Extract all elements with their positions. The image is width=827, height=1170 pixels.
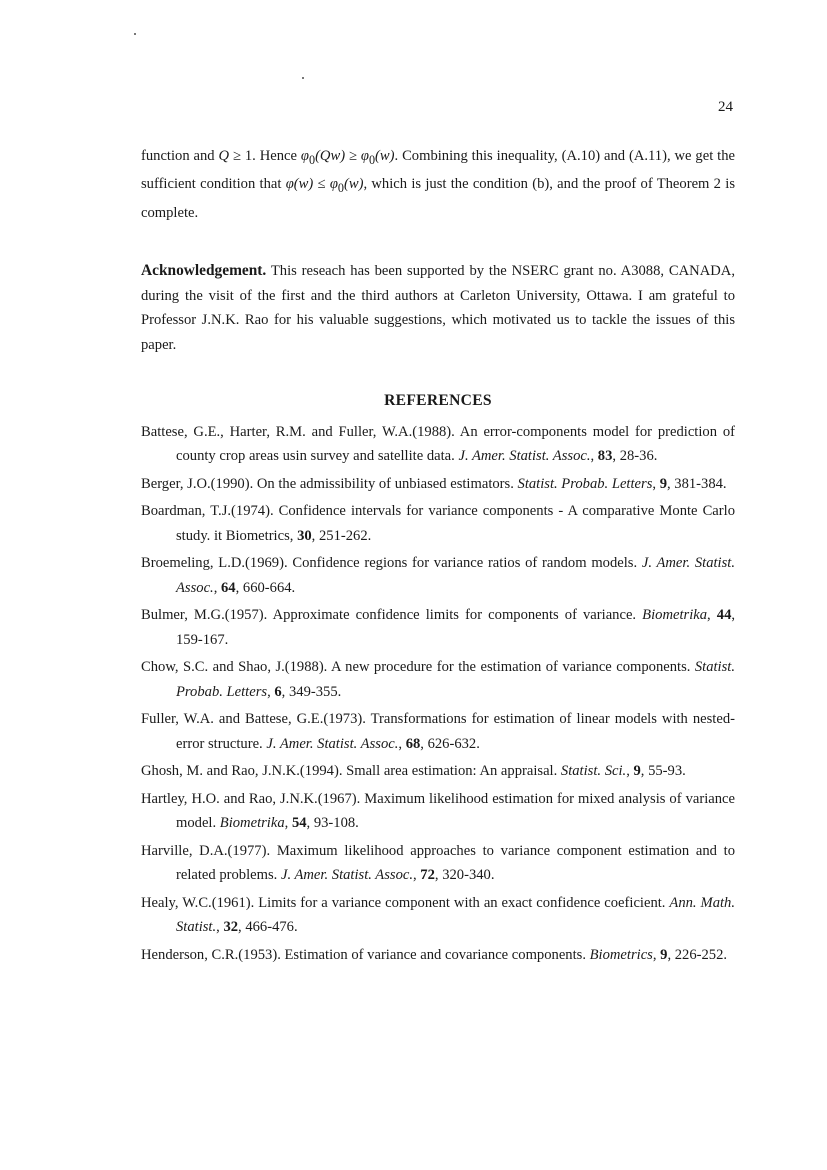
reference-entry — [141, 839, 735, 888]
math-arg: (w) — [375, 148, 395, 164]
reference-journal: J. Amer. Statist. Assoc. — [176, 555, 735, 596]
reference-authors-title: Boardman, T.J.(1974). Confidence intervals for variance components - A comparative Monte Carlo study. it Biometrics, — [141, 503, 735, 544]
reference-entry — [141, 787, 735, 836]
text-run: ≥ — [345, 148, 361, 164]
acknowledgement-heading: Acknowledgement. — [141, 262, 267, 280]
reference-pages: , 251-262. — [311, 527, 372, 544]
reference-list — [141, 420, 735, 968]
page-number: 24 — [718, 99, 733, 115]
reference-separator: , — [707, 607, 717, 624]
reference-entry — [141, 707, 735, 756]
reference-authors-title: Ghosh, M. and Rao, J.N.K.(1994). Small area estimation: An appraisal. — [141, 763, 561, 780]
reference-authors-title: Chow, S.C. and Shao, J.(1988). A new procedure for the estimation of variance components. — [141, 659, 695, 676]
math-arg: (Qw) — [315, 148, 346, 164]
reference-volume: 72 — [420, 867, 435, 884]
text-run: ≥ 1. Hence — [229, 148, 301, 164]
reference-separator: , — [213, 579, 221, 596]
reference-separator: , — [652, 946, 661, 963]
reference-volume: 64 — [221, 579, 236, 596]
reference-journal: Biometrika — [642, 607, 708, 624]
scan-speck — [302, 77, 304, 79]
reference-volume: 30 — [297, 527, 312, 544]
reference-pages: , 159-167. — [176, 607, 736, 648]
reference-authors-title: Healy, W.C.(1961). Limits for a variance component with an exact confidence coeficient. — [141, 894, 670, 911]
references-heading: REFERENCES — [384, 392, 492, 410]
reference-authors-title: Henderson, C.R.(1953). Estimation of variance and covariance components. — [141, 946, 590, 963]
reference-pages: , 381-384. — [666, 475, 727, 492]
reference-entry — [141, 420, 735, 469]
math-phi: φ — [329, 176, 338, 193]
reference-volume: 9 — [659, 475, 667, 492]
intro-paragraph — [141, 144, 735, 225]
math-subscript: 0 — [308, 152, 316, 167]
reference-separator: , — [284, 815, 292, 832]
reference-separator: , — [590, 448, 598, 465]
reference-authors-title: Berger, J.O.(1990). On the admissibility of unbiased estimators. — [141, 475, 518, 492]
reference-journal: Biometrics — [589, 946, 653, 963]
reference-volume: 32 — [223, 919, 239, 936]
math-arg: (w) — [343, 176, 364, 193]
reference-entry — [141, 759, 735, 784]
reference-volume: 68 — [405, 735, 421, 752]
text-run: . Combining this inequality, (A.10) and (A.11), we get the sufficient condition that — [141, 148, 735, 193]
reference-entry — [141, 603, 735, 652]
reference-journal: J. Amer. Statist. Assoc. — [458, 448, 591, 465]
reference-entry — [141, 551, 735, 600]
reference-journal: Biometrika — [219, 815, 285, 832]
reference-entry — [141, 655, 735, 704]
math-phi: φ — [360, 148, 369, 164]
text-run: ≤ — [313, 176, 330, 193]
reference-authors-title: Battese, G.E., Harter, R.M. and Fuller, W.A.(1988). An error-components model for prediction of county crop areas usin survey and satellite data. — [141, 423, 735, 465]
reference-journal: Statist. Probab. Letters — [176, 659, 735, 700]
reference-journal: Statist. Probab. Letters — [517, 475, 653, 492]
reference-separator: , — [398, 735, 406, 752]
reference-entry — [141, 499, 735, 548]
reference-separator: , — [413, 867, 421, 884]
reference-separator: , — [626, 763, 634, 780]
reference-pages: , 226-252. — [667, 946, 728, 963]
reference-separator: , — [216, 919, 224, 936]
reference-volume: 54 — [291, 815, 307, 832]
reference-pages: , 349-355. — [281, 683, 342, 700]
math-q: Q — [218, 148, 230, 164]
reference-pages: , 28-36. — [612, 448, 658, 465]
page-body — [141, 144, 735, 970]
reference-volume: 6 — [274, 683, 282, 700]
reference-volume: 44 — [716, 607, 732, 624]
math-phi: φ — [300, 148, 309, 164]
acknowledgement-text: This reseach has been supported by the NSERC grant no. A3088, CANADA, during the visit of the first and the third authors at Carleton University, Ottawa. I am grateful to Professor J.N.K. Rao for his valuable suggestions, which motivated us to tackle the issues of this paper. — [141, 263, 735, 353]
reference-entry — [141, 943, 735, 968]
reference-entry — [141, 891, 735, 940]
reference-pages: , 55-93. — [640, 763, 686, 780]
math-subscript: 0 — [368, 152, 376, 167]
reference-journal: Ann. Math. Statist. — [176, 894, 735, 936]
reference-journal: J. Amer. Statist. Assoc. — [266, 735, 399, 752]
reference-authors-title: Bulmer, M.G.(1957). Approximate confidence limits for components of variance. — [141, 607, 643, 624]
reference-volume: 9 — [633, 763, 641, 780]
reference-authors-title: Fuller, W.A. and Battese, G.E.(1973). Transformations for estimation of linear models with nested-error structure. — [141, 711, 735, 752]
text-run: function and — [141, 148, 219, 164]
acknowledgement-paragraph — [141, 259, 735, 357]
reference-pages: , 626-632. — [420, 735, 480, 752]
reference-journal: Statist. Sci. — [560, 763, 627, 780]
scan-speck — [134, 33, 136, 35]
math-subscript: 0 — [337, 181, 344, 196]
reference-authors-title: Broemeling, L.D.(1969). Confidence regions for variance ratios of random models. — [141, 555, 642, 572]
math-phi-w: φ(w) — [285, 176, 314, 193]
reference-volume: 9 — [660, 946, 668, 963]
reference-pages: , 93-108. — [306, 815, 359, 832]
reference-volume: 83 — [597, 448, 613, 465]
text-run: , which is just the condition (b), and the proof of Theorem 2 is complete. — [141, 176, 735, 221]
reference-journal: J. Amer. Statist. Assoc. — [280, 867, 413, 884]
reference-pages: , 660-664. — [235, 579, 296, 596]
reference-pages: , 320-340. — [434, 867, 495, 884]
reference-entry — [141, 472, 735, 497]
reference-separator: , — [267, 683, 275, 700]
reference-separator: , — [652, 475, 660, 492]
reference-pages: , 466-476. — [238, 919, 298, 936]
reference-authors-title: Hartley, H.O. and Rao, J.N.K.(1967). Maximum likelihood estimation for mixed analysis of variance model. — [141, 790, 735, 832]
reference-authors-title: Harville, D.A.(1977). Maximum likelihood approaches to variance component estimation and to related problems. — [141, 842, 735, 884]
